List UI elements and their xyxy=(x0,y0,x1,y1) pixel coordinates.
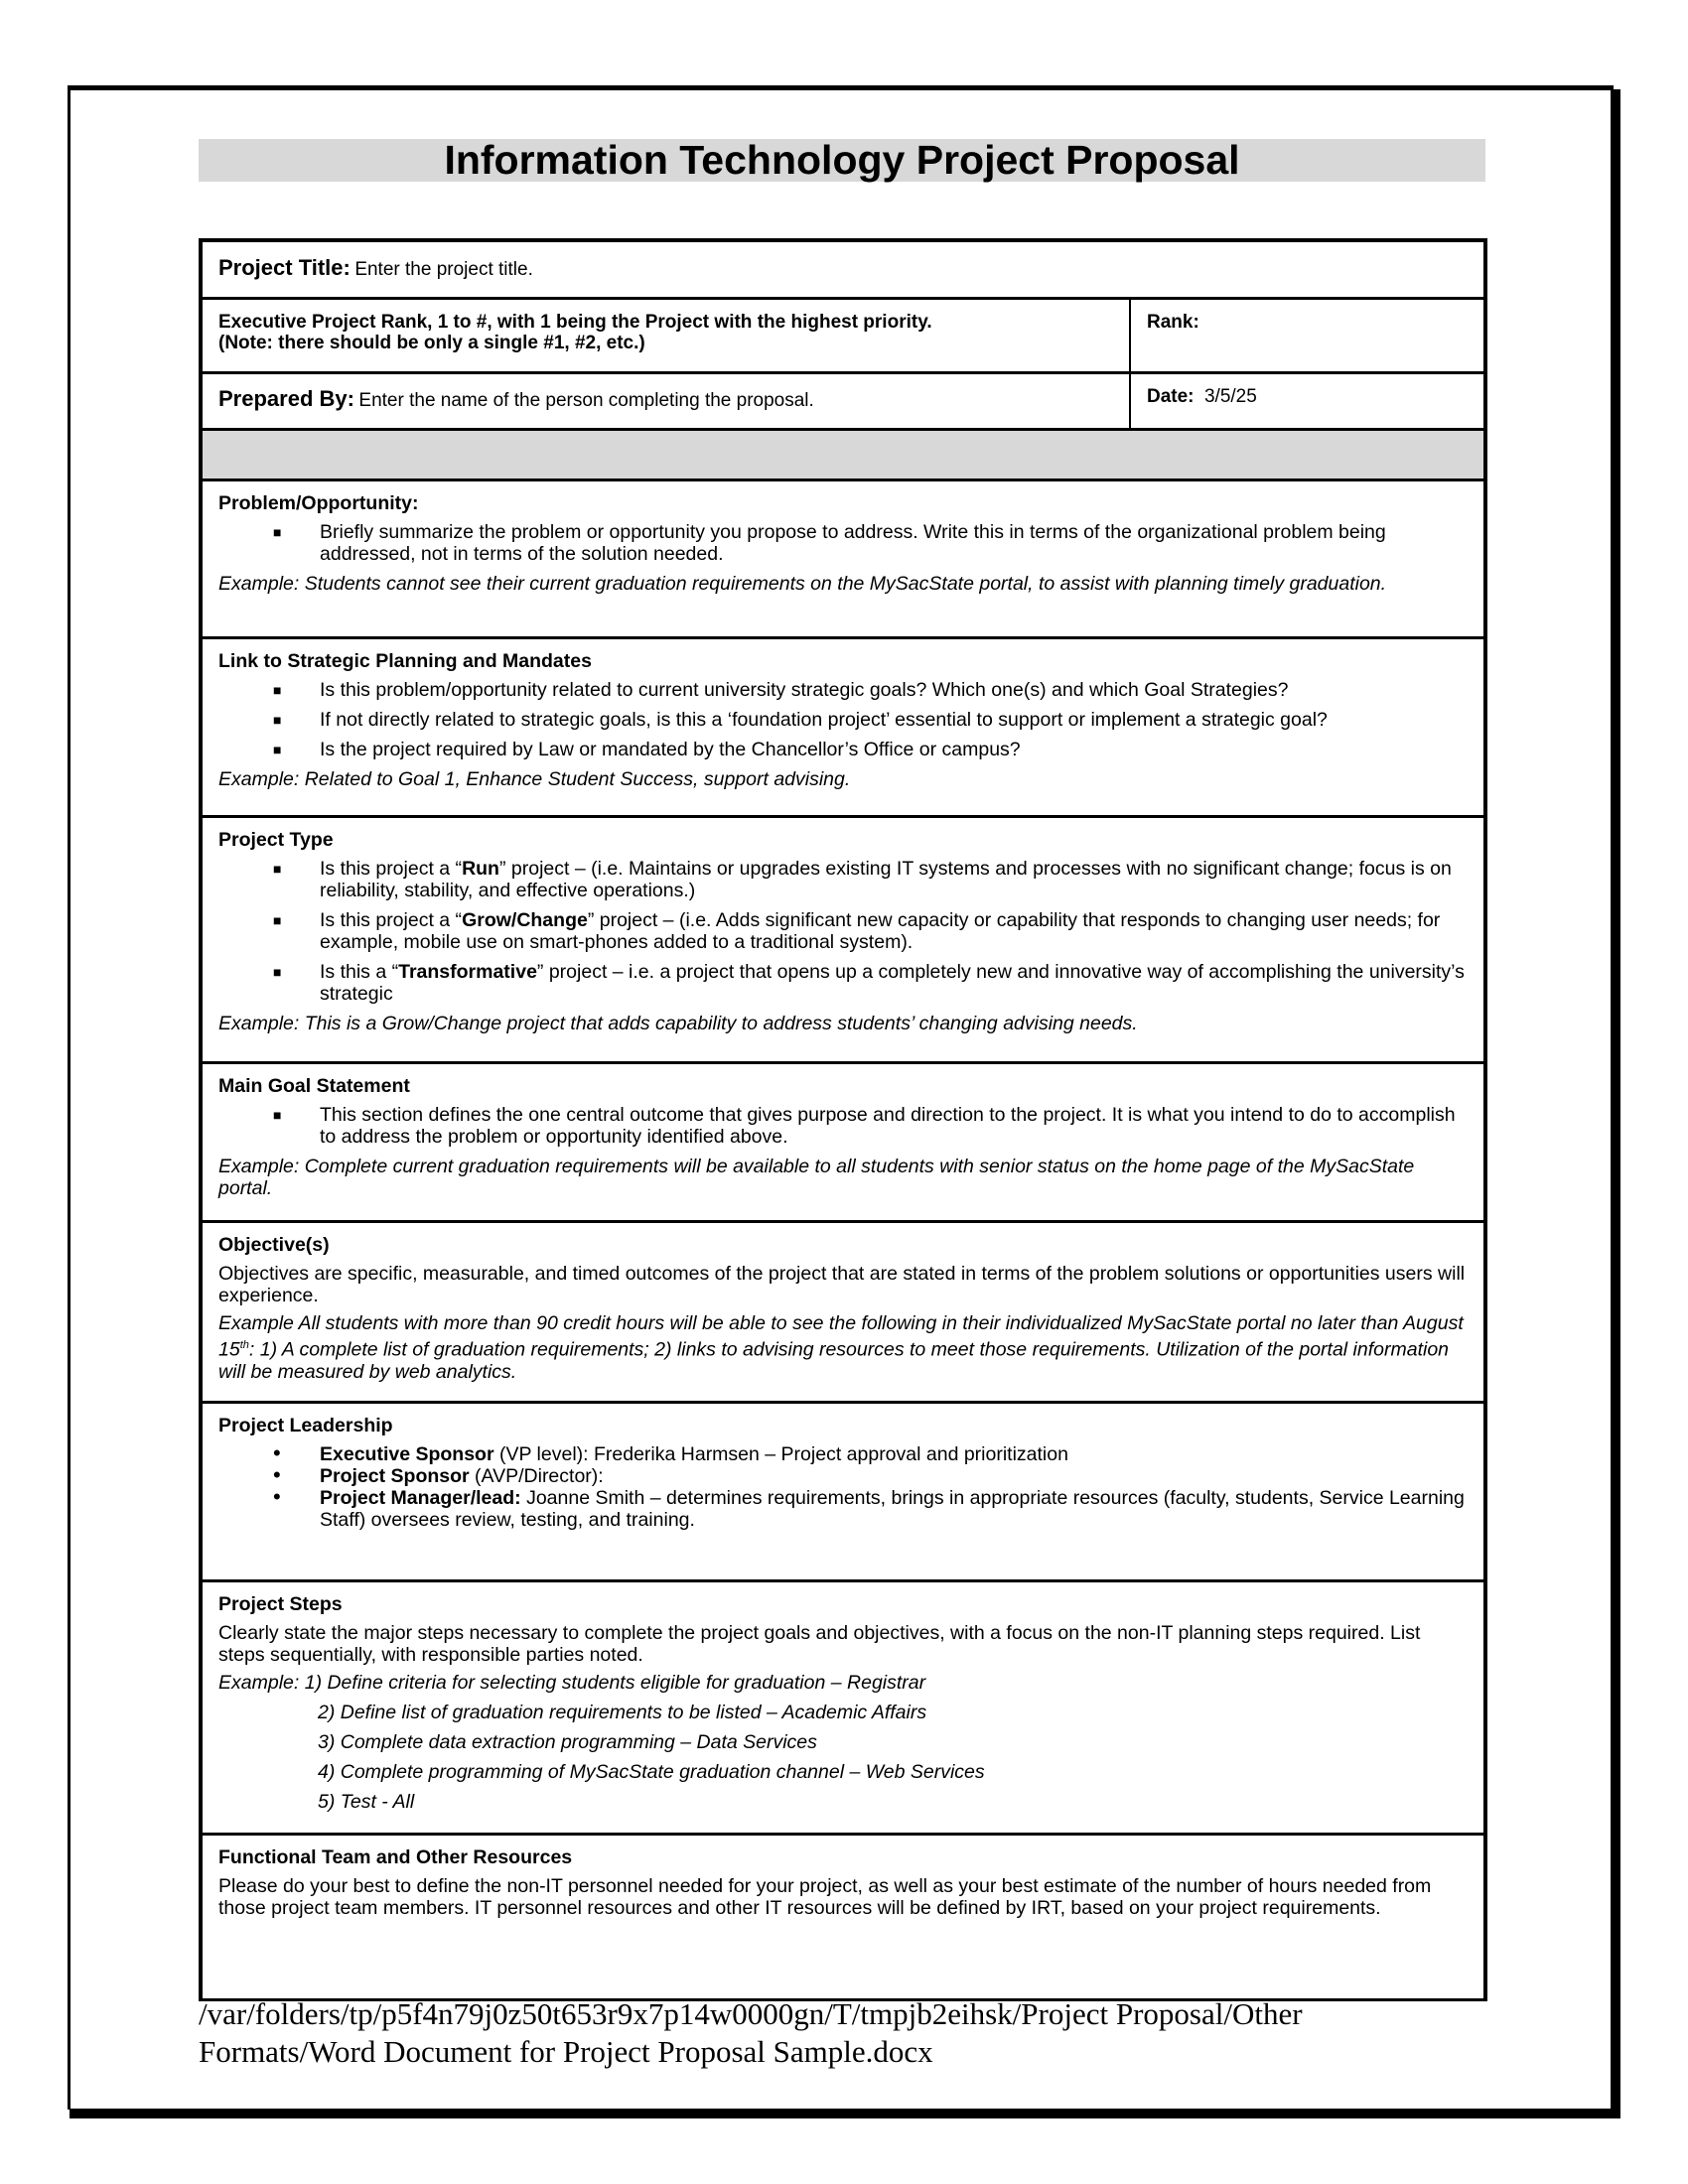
section-project-type xyxy=(203,818,1483,1064)
example-steps-list xyxy=(218,1672,1468,1813)
section-heading: Main Goal Statement xyxy=(218,1075,410,1097)
section-heading: Functional Team and Other Resources xyxy=(218,1846,573,1868)
file-path-line-2: Formats/Word Document for Project Proposal Sample.docx xyxy=(199,2034,933,2069)
section-problem-opportunity xyxy=(203,481,1483,639)
proposal-form-table xyxy=(199,238,1487,2001)
date-label: Date: xyxy=(1147,386,1195,407)
bullet-text: Is the project required by Law or mandated by the Chancellor’s Office or campus? xyxy=(320,739,1021,760)
square-bullet-icon: ■ xyxy=(273,524,282,540)
file-path-footer xyxy=(199,1995,1489,2071)
title-banner xyxy=(199,139,1485,182)
section-strategic-planning xyxy=(203,639,1483,818)
section-description: Clearly state the major steps necessary to complete the project goals and objectives, with a focus on the non-IT planning steps required. List steps sequentially, with responsible parties noted. xyxy=(218,1622,1421,1666)
type-grow-change: Grow/Change xyxy=(462,909,588,931)
example-part: : 1) A complete list of graduation requirements; 2) links to advising resources to meet those requirements. Utilization of the portal information will be measured by web analytics. xyxy=(218,1338,1450,1383)
section-project-steps xyxy=(203,1582,1483,1836)
type-transformative: Transformative xyxy=(398,961,537,983)
section-objectives xyxy=(203,1223,1483,1404)
section-description: Please do your best to define the non-IT personnel needed for your project, as well as your best estimate of the number of hours needed from those project team members. IT personnel resources and other IT resources will be defined by IRT, based on your project requirements. xyxy=(218,1875,1432,1919)
square-bullet-icon: ■ xyxy=(273,964,282,980)
round-bullet-icon: • xyxy=(273,1462,281,1487)
role-project-manager: Project Manager/lead: xyxy=(320,1487,521,1509)
section-heading: Objective(s) xyxy=(218,1234,330,1256)
section-heading: Link to Strategic Planning and Mandates xyxy=(218,650,592,672)
page-frame-shadow-bottom xyxy=(70,2109,1620,2118)
type-run: Run xyxy=(462,858,499,880)
section-main-goal xyxy=(203,1064,1483,1223)
bullet-text: If not directly related to strategic goals, is this a ‘foundation project’ essential to support or implement a strategic goal? xyxy=(320,709,1328,731)
file-path-line-1: /var/folders/tp/p5f4n79j0z50t653r9x7p14w0000gn/T/tmpjb2eihsk/Project Proposal/Other xyxy=(199,1996,1303,2031)
bullet-text: (AVP/Director): xyxy=(469,1465,604,1487)
square-bullet-icon: ■ xyxy=(273,742,282,757)
bullet-text: ” project – (i.e. Maintains or upgrades existing IT systems and processes with no significant change; focus is on reliability, stability, and effective operations.) xyxy=(320,858,1452,901)
gray-separator-row xyxy=(203,431,1483,481)
section-heading: Project Steps xyxy=(218,1593,343,1615)
bullet-text: Briefly summarize the problem or opportunity you propose to address. Write this in terms of the organizational problem being addressed, not in terms of the solution needed. xyxy=(320,521,1386,565)
project-title-field[interactable]: Enter the project title. xyxy=(354,259,533,280)
square-bullet-icon: ■ xyxy=(273,712,282,728)
section-heading: Problem/Opportunity: xyxy=(218,492,419,514)
prepared-by-row xyxy=(203,374,1483,431)
bullet-text: Joanne Smith – determines requirements, brings in appropriate resources (faculty, students, Service Learning Staff) oversees review, testing, and training. xyxy=(320,1487,1465,1531)
project-title-label: Project Title: xyxy=(218,255,351,280)
step-item: 2) Define list of graduation requirements to be listed – Academic Affairs xyxy=(318,1702,927,1723)
square-bullet-icon: ■ xyxy=(273,912,282,928)
page-frame-shadow-right xyxy=(1611,89,1620,2118)
step-item: 3) Complete data extraction programming – Data Services xyxy=(318,1731,817,1753)
example-label: Example: xyxy=(218,1672,300,1694)
bullet-text: Is this problem/opportunity related to current university strategic goals? Which one(s) and which Goal Strategies? xyxy=(320,679,1289,701)
prepared-by-label: Prepared By: xyxy=(218,386,354,411)
section-heading: Project Type xyxy=(218,829,334,851)
round-bullet-icon: • xyxy=(273,1484,281,1509)
prepared-by-field[interactable]: Enter the name of the person completing the proposal. xyxy=(358,390,814,411)
project-title-row xyxy=(203,242,1483,300)
square-bullet-icon: ■ xyxy=(273,682,282,698)
round-bullet-icon: • xyxy=(273,1440,281,1465)
square-bullet-icon: ■ xyxy=(273,1107,282,1123)
rank-instruction-1: Executive Project Rank, 1 to #, with 1 being the Project with the highest priority. xyxy=(218,312,932,333)
date-field[interactable]: 3/5/25 xyxy=(1203,386,1257,407)
section-description: Objectives are specific, measurable, and timed outcomes of the project that are stated in terms of the problem solutions or opportunities users will experience. xyxy=(218,1263,1466,1306)
role-executive-sponsor: Executive Sponsor xyxy=(320,1443,494,1465)
bullet-text: (VP level): Frederika Harmsen – Project approval and prioritization xyxy=(493,1443,1068,1465)
document-title: Information Technology Project Proposal xyxy=(444,137,1240,183)
rank-instruction-2: (Note: there should be only a single #1, #2, etc.) xyxy=(218,333,645,353)
rank-label: Rank: xyxy=(1147,312,1199,333)
bullet-text: Is this project a “ xyxy=(320,909,463,931)
role-project-sponsor: Project Sponsor xyxy=(320,1465,470,1487)
square-bullet-icon: ■ xyxy=(273,861,282,877)
bullet-text: ” project – (i.e. Adds significant new capacity or capability that responds to changing user needs; for example, mobile use on smart-phones added to a traditional system). xyxy=(320,909,1441,953)
example-text: Example: Students cannot see their current graduation requirements on the MySacState portal, to assist with planning timely graduation. xyxy=(218,573,1387,595)
example-part: Example All students with more than 90 credit hours will be able to see the following in their individualized MySacState portal no later than August 15 xyxy=(218,1312,1464,1361)
bullet-text: Is this a “ xyxy=(320,961,399,983)
example-text: Example: This is a Grow/Change project that adds capability to address students’ changing advising needs. xyxy=(218,1013,1138,1034)
step-item: 4) Complete programming of MySacState graduation channel – Web Services xyxy=(318,1761,985,1783)
step-item: 1) Define criteria for selecting students eligible for graduation – Registrar xyxy=(304,1672,926,1694)
example-text xyxy=(218,1312,1468,1383)
ordinal-suffix: th xyxy=(239,1339,249,1351)
example-text: Example: Complete current graduation requirements will be available to all students with senior status on the home page of the MySacState portal. xyxy=(218,1156,1415,1199)
step-item: 5) Test - All xyxy=(318,1791,415,1813)
example-text: Example: Related to Goal 1, Enhance Student Success, support advising. xyxy=(218,768,851,790)
section-heading: Project Leadership xyxy=(218,1415,393,1436)
bullet-text: ” project – i.e. a project that opens up a completely new and innovative way of accomplishing the university’s strategic xyxy=(320,961,1465,1005)
rank-row xyxy=(203,300,1483,374)
bullet-text: Is this project a “ xyxy=(320,858,463,880)
section-project-leadership xyxy=(203,1404,1483,1582)
bullet-text: This section defines the one central outcome that gives purpose and direction to the project. It is what you intend to do to accomplish to address the problem or opportunity identified above. xyxy=(320,1104,1456,1148)
section-functional-team xyxy=(203,1836,1483,1998)
